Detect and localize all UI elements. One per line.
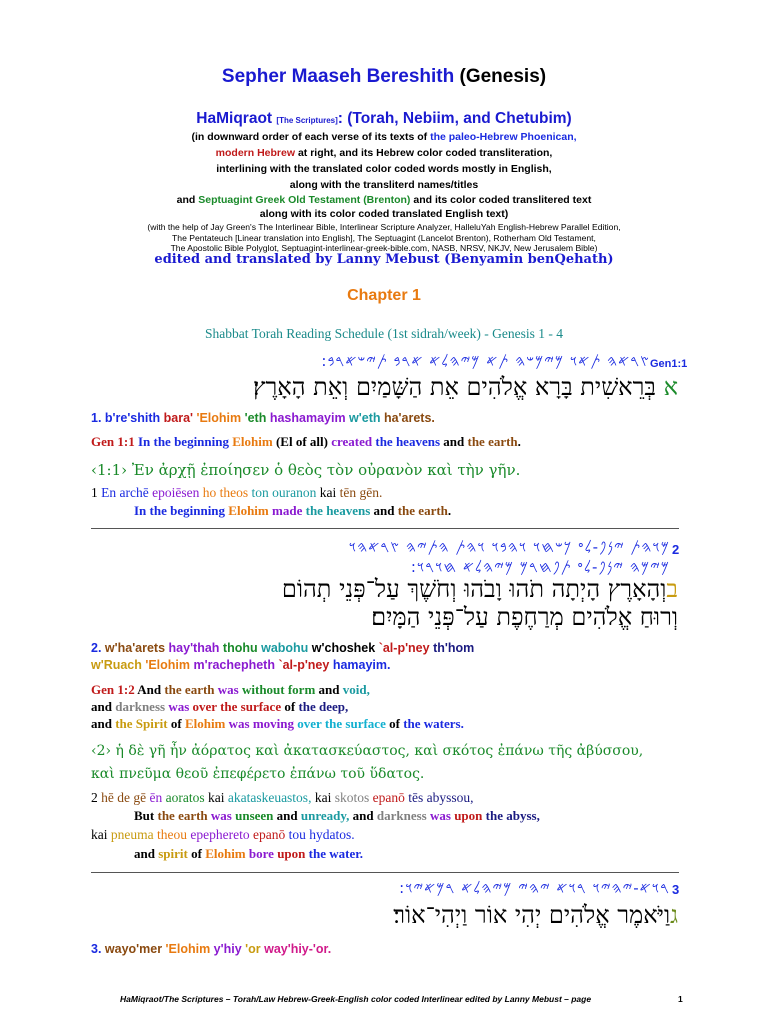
v2-english-1 — [91, 682, 370, 698]
v2-english-3 — [91, 716, 464, 732]
e-word: was moving — [228, 716, 298, 731]
v2-heb-text-1: וְהָאָרֶץ הָיְתָה תֹהוּ וָבֹהוּ וְחֹשֶׁךְ עַל־פְּנֵי תְהוֹם — [281, 575, 667, 603]
e-word: without form — [241, 682, 319, 697]
v2-english-2 — [91, 699, 348, 715]
v3-heb-num: ג — [670, 901, 678, 929]
e-word: created — [331, 434, 376, 449]
desc-line-2 — [0, 147, 768, 159]
e-word: of — [389, 716, 404, 731]
g-word: kai — [207, 790, 228, 805]
ge-word: In the beginning — [134, 503, 229, 518]
v2-paleo-line-1: 𐤌𐤅𐤄𐤕 𐤉𐤍𐤐-𐤋𐤏 𐤊𐤔𐤇𐤅 𐤅𐤄𐤁𐤅 𐤅𐤄𐤕 𐤄𐤕𐤉𐤄 𐤑𐤓𐤀𐤄𐤅 — [348, 538, 670, 556]
g-word: ho theos — [202, 485, 252, 500]
e-word: the earth — [467, 434, 518, 449]
credits-line-3: The Apostolic Bible Polyglot, Septuagint-interlinear-greek-bible.com, NASB, NRSV, NKJV, New Jerusalem Bible) — [170, 243, 598, 253]
g-word: skotos — [334, 790, 373, 805]
t-word: bara' — [163, 411, 197, 425]
torah-line: (Torah, Nebiim, and Chetubim) — [342, 110, 572, 127]
e-word: and — [91, 699, 116, 714]
v3-num: 3 — [672, 882, 680, 897]
e-word: the deep, — [298, 699, 349, 714]
g-word: ēn — [149, 790, 166, 805]
ge-word: the earth — [397, 503, 448, 518]
g-word: aoratos — [165, 790, 208, 805]
v3-hebrew — [393, 901, 678, 930]
v2-hebrew-line-2: וְרוּחַ אֱלֹהִים מְרַחֶפֶת עַל־פְּנֵי הַמָּיִם׃ — [371, 603, 678, 631]
e-word: (El of all) — [275, 434, 332, 449]
ge-word: upon — [277, 846, 309, 861]
v2-translit-2 — [91, 658, 390, 672]
g-word: kai — [314, 790, 335, 805]
scriptures-small: [The Scriptures] — [276, 116, 338, 125]
credits-line-1: (with the help of Jay Green's The Interlinear Bible, Interlinear Scripture Analyzer, HalleluYah English-Hebrew Parallel Edition, — [147, 222, 621, 232]
t-word: thohu — [222, 641, 262, 655]
v1-paleo-hebrew: :𐤑𐤓𐤀𐤄 𐤕𐤀𐤅 𐤌𐤉𐤌𐤔𐤄 𐤕𐤀 𐤌𐤉𐤄𐤋𐤀 𐤀𐤓𐤁 𐤕𐤉𐤔𐤀𐤓𐤁 — [321, 352, 650, 370]
t-word: 'Elohim — [196, 411, 245, 425]
v2-greek-translit-1 — [91, 790, 473, 806]
v2-greek-1: ‹2› ἡ δὲ γῆ ἦν ἀόρατος καὶ ἀκατασκεύαστος, καὶ σκότος ἐπάνω τῆς ἀβύσσου, — [91, 743, 644, 759]
v3-heb-text: וַיֹּאמֶר אֱלֹהִים יְהִי אוֹר וַיְהִי־אוֹר׃ — [393, 901, 671, 929]
ge-word: and — [352, 808, 377, 823]
ge-word: bore — [248, 846, 278, 861]
ge-word: upon — [454, 808, 486, 823]
ge-word: and — [373, 503, 398, 518]
t-word: wayo'mer — [104, 942, 166, 956]
e-word: void, — [342, 682, 370, 697]
ge-word: unready, — [300, 808, 353, 823]
ge-word: was — [430, 808, 455, 823]
v3-translit — [91, 942, 331, 956]
t-word: 'Elohim — [145, 658, 194, 672]
desc-1b: the paleo-Hebrew Phoenican, — [430, 131, 577, 143]
ge-word: the heavens — [305, 503, 374, 518]
e-word: the Spirit — [115, 716, 171, 731]
edited-by: edited and translated by Lanny Mebust (Benyamin benQehath) — [154, 252, 614, 267]
ge-word: and — [276, 808, 301, 823]
v1-translit — [91, 411, 435, 425]
desc-2b: at right, and its Hebrew color coded transliteration, — [295, 147, 553, 159]
v2-greek-english-1 — [134, 808, 540, 824]
g-word: tēs abyssou, — [408, 790, 474, 805]
v1-english — [91, 434, 521, 450]
t-word: wabohu — [261, 641, 312, 655]
v1-greek: ‹1:1› Ἐν ἀρχῇ ἐποίησεν ὁ θεὸς τὸν οὐρανὸν καὶ τὴν γῆν. — [91, 461, 521, 479]
ge-word: . — [447, 503, 452, 518]
e-word: darkness — [115, 699, 169, 714]
e-word: over the surface — [297, 716, 390, 731]
g-word: En archē — [101, 485, 153, 500]
v1-ref: Gen1:1 — [650, 358, 688, 370]
g-word: epanō — [372, 790, 409, 805]
t-word: w'choshek — [311, 641, 379, 655]
v2-greek-translit-2 — [91, 827, 355, 843]
g-word: ton ouranon — [251, 485, 320, 500]
ge-word: spirit — [158, 846, 192, 861]
colon: : — [337, 110, 343, 127]
e-word: . — [517, 434, 521, 449]
document-title — [0, 66, 768, 88]
v3-translit-num: 3. — [91, 942, 105, 956]
e-word: the heavens — [375, 434, 444, 449]
e-word: the earth — [164, 682, 218, 697]
g-word: akataskeuastos, — [227, 790, 315, 805]
t-word: 'Elohim — [165, 942, 214, 956]
ge-word: was — [210, 808, 236, 823]
t-word: hamayim. — [332, 658, 391, 672]
ge-word: the water. — [308, 846, 364, 861]
t-word: hashamayim — [269, 411, 350, 425]
v2-heb-num: ב — [666, 575, 678, 603]
g-word: epoiēsen — [152, 485, 203, 500]
separator — [91, 528, 679, 529]
v2-paleo-line-2: :𐤌𐤉𐤌𐤄 𐤉𐤍𐤐-𐤋𐤏 𐤕𐤐𐤇𐤓𐤌 𐤌𐤉𐤄𐤋𐤀 𐤇𐤅𐤓𐤅 — [410, 558, 670, 576]
t-word: 'or — [245, 942, 265, 956]
t-word: b're'shith — [104, 411, 164, 425]
hamiqraot-line — [0, 110, 768, 128]
ge-word: made — [272, 503, 306, 518]
ge-word: darkness — [376, 808, 430, 823]
credits-line-2: The Pentateuch [Linear translation into English], The Septuagint (Lancelot Brenton), Rotherham Old Testament, — [172, 233, 596, 243]
t-word: `al-p'ney — [278, 658, 333, 672]
t-word: way'hiy-'or. — [264, 942, 332, 956]
g-word: epanō — [252, 827, 289, 842]
g-word: tēn gēn. — [339, 485, 383, 500]
g-word: epephereto — [190, 827, 253, 842]
t-word: 'eth — [244, 411, 270, 425]
v2-hebrew-line-1 — [282, 575, 678, 604]
desc-line-5 — [0, 194, 768, 206]
g-word: kai — [91, 827, 111, 842]
g-word: tou hydatos. — [288, 827, 355, 842]
g-word: 2 — [91, 790, 102, 805]
t-word: w'Ruach — [91, 658, 146, 672]
g-word: pneuma — [110, 827, 157, 842]
g-word: hē de gē — [101, 790, 150, 805]
v1-greek-translit — [91, 485, 382, 501]
e-word: And — [137, 682, 165, 697]
v3-paleo-hebrew: :𐤓𐤅𐤀-𐤉𐤄𐤉𐤅 𐤓𐤅𐤀 𐤉𐤄𐤉 𐤌𐤉𐤄𐤋𐤀 𐤓𐤌𐤀𐤉𐤅 — [399, 879, 670, 897]
chapter-heading: Chapter 1 — [347, 287, 421, 304]
e-word: Elohim — [232, 434, 276, 449]
v2-translit-1 — [91, 641, 474, 655]
ge-word: But — [134, 808, 158, 823]
e-word: over the surface — [192, 699, 285, 714]
e-word: Elohim — [184, 716, 229, 731]
v2-translit-num: 2. — [91, 641, 105, 655]
t-word: th'hom — [433, 641, 475, 655]
g-word: 1 — [91, 485, 102, 500]
g-word: kai — [319, 485, 340, 500]
ge-word: unseen — [235, 808, 277, 823]
t-word: y'hiy — [213, 942, 246, 956]
title-genesis: (Genesis) — [459, 66, 547, 87]
ge-word: Elohim — [205, 846, 249, 861]
t-word: `al-p'ney — [378, 641, 434, 655]
t-word: w'eth — [349, 411, 384, 425]
e-word: and — [91, 716, 116, 731]
v2-greek-english-2 — [134, 846, 363, 862]
v2-greek-2: καὶ πνεῦμα θεοῦ ἐπεφέρετο ἐπάνω τοῦ ὕδατος. — [91, 766, 425, 782]
desc-5a: and — [176, 194, 199, 206]
page-number: 1 — [678, 994, 683, 1004]
e-word: and — [443, 434, 468, 449]
desc-line-6: along with its color coded translated English text) — [259, 208, 509, 220]
v1-hebrew — [253, 373, 678, 402]
t-word: hay'thah — [168, 641, 223, 655]
reading-schedule: Shabbat Torah Reading Schedule (1st sidrah/week) - Genesis 1 - 4 — [205, 326, 563, 341]
g-word: theou — [157, 827, 191, 842]
v1-eng-ref: Gen 1:1 — [91, 434, 138, 449]
ge-word: of — [191, 846, 206, 861]
v2-eng-ref: Gen 1:2 — [91, 682, 138, 697]
page-footer: HaMiqraot/The Scriptures – Torah/Law Hebrew-Greek-English color coded Interlinear edited by Lanny Mebust – page — [120, 994, 592, 1004]
v1-heb-text: בְּרֵאשִׁית בָּרָא אֱלֹהִים אֵת הַשָּׁמַיִם וְאֵת הָאָרֶץ׃ — [253, 373, 656, 401]
hamiqraot-label: HaMiqraot — [196, 110, 273, 127]
desc-line-4: along with the transliterd names/titles — [289, 179, 479, 191]
v1-translit-num: 1. — [91, 411, 105, 425]
title-main: Sepher Maaseh Bereshith — [221, 66, 455, 87]
ge-word: and — [134, 846, 159, 861]
v1-greek-english — [134, 503, 451, 519]
separator — [91, 872, 679, 873]
ge-word: the earth — [157, 808, 211, 823]
ge-word: the abyss, — [485, 808, 540, 823]
t-word: w'ha'arets — [104, 641, 169, 655]
desc-line-3: interlining with the translated color coded words mostly in English, — [216, 163, 552, 175]
v2-num: 2 — [672, 542, 680, 557]
t-word: ha'arets. — [383, 411, 435, 425]
desc-2a: modern Hebrew — [215, 147, 296, 159]
desc-5c: and its color coded translitered text — [410, 194, 592, 206]
e-word: was — [168, 699, 193, 714]
e-word: of — [170, 716, 185, 731]
t-word: m'rachepheth — [193, 658, 279, 672]
desc-5b: Septuagint Greek Old Testament (Brenton) — [198, 194, 411, 206]
desc-1a: (in downward order of each verse of its texts of — [191, 131, 431, 143]
e-word: of — [284, 699, 299, 714]
e-word: In the beginning — [137, 434, 233, 449]
ge-word: Elohim — [228, 503, 273, 518]
e-word: was — [217, 682, 242, 697]
e-word: the waters. — [403, 716, 464, 731]
desc-line-1 — [0, 131, 768, 143]
v1-heb-num: א — [663, 373, 678, 401]
e-word: and — [318, 682, 343, 697]
